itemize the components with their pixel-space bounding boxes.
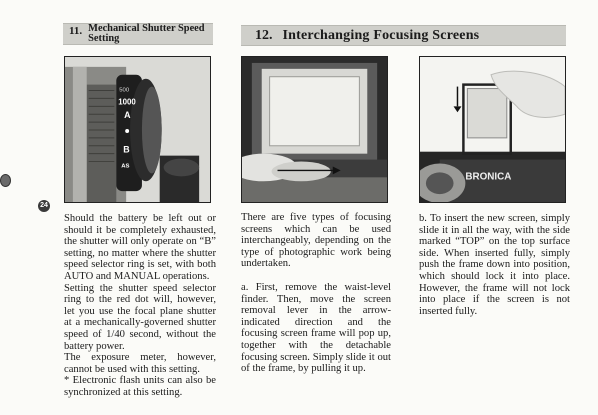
shutter-dial-photo: [64, 56, 211, 203]
middle-paragraph-2: a. First, remove the waist-level finder. Then, move the screen removal lever in the arrow-indicated direction and the focusing screen frame will pop up, together with the detachable focusing screen. Simply slide it out of the frame, by pulling it up.: [241, 281, 391, 375]
middle-paragraph-1: There are five types of focusing screens which can be used interchangeably, depending on the type of photographic work being undertaken.: [241, 212, 391, 270]
section-11-header: [63, 23, 213, 45]
dial-label-1000: 1000: [118, 97, 136, 107]
section-11-number: 11.: [69, 25, 83, 37]
screen-removal-illustration: [242, 57, 387, 202]
left-paragraph-1: Should the battery be left out or should it be completely exhausted, the shutter will only operate on “B” setting, no matter where the shutter speed selector ring is set, with both AUTO and MANUAL operations.: [64, 213, 216, 282]
section-12-header: [241, 25, 566, 46]
right-paragraph-1: b. To insert the new screen, simply slide it in all the way, with the side marked “TOP” on the top surface side. When inserted fully, simply push the frame down into position, which should lock it into place. However, the frame will not lock into place if the screen is not inserted fully.: [419, 213, 570, 317]
screen-insert-illustration: [420, 57, 565, 202]
screen-removal-photo: [241, 56, 388, 203]
brand-label: BRONICA: [465, 171, 512, 183]
section-12-title: Interchanging Focusing Screens: [282, 27, 480, 43]
dial-label-as: AS: [121, 163, 130, 170]
left-paragraph-4: * Electronic flash units can also be synchronized at this setting.: [64, 375, 216, 398]
section-12-number: 12.: [255, 27, 273, 43]
left-paragraph-3: The exposure meter, however, cannot be used with this setting.: [64, 352, 216, 375]
section-11-title: Mechanical Shutter Speed Setting: [88, 23, 205, 44]
dial-label-b: B: [123, 144, 130, 155]
column-left: [64, 213, 216, 399]
dial-label-a: A: [124, 110, 131, 121]
page-number: 24: [38, 200, 50, 212]
shutter-dial-illustration: [65, 57, 210, 202]
red-dot-mark: [125, 129, 129, 133]
left-paragraph-2: Setting the shutter speed selector ring to the red dot will, however, let you use the focal plane shutter at a mechanically-governed shutter speed of 1/40 second, without the battery power.: [64, 282, 216, 352]
column-right: [419, 213, 570, 317]
screen-insert-photo: [419, 56, 566, 203]
dial-mark-top: 500: [119, 87, 130, 94]
binding-hole: [0, 174, 11, 187]
column-middle: [241, 212, 391, 375]
